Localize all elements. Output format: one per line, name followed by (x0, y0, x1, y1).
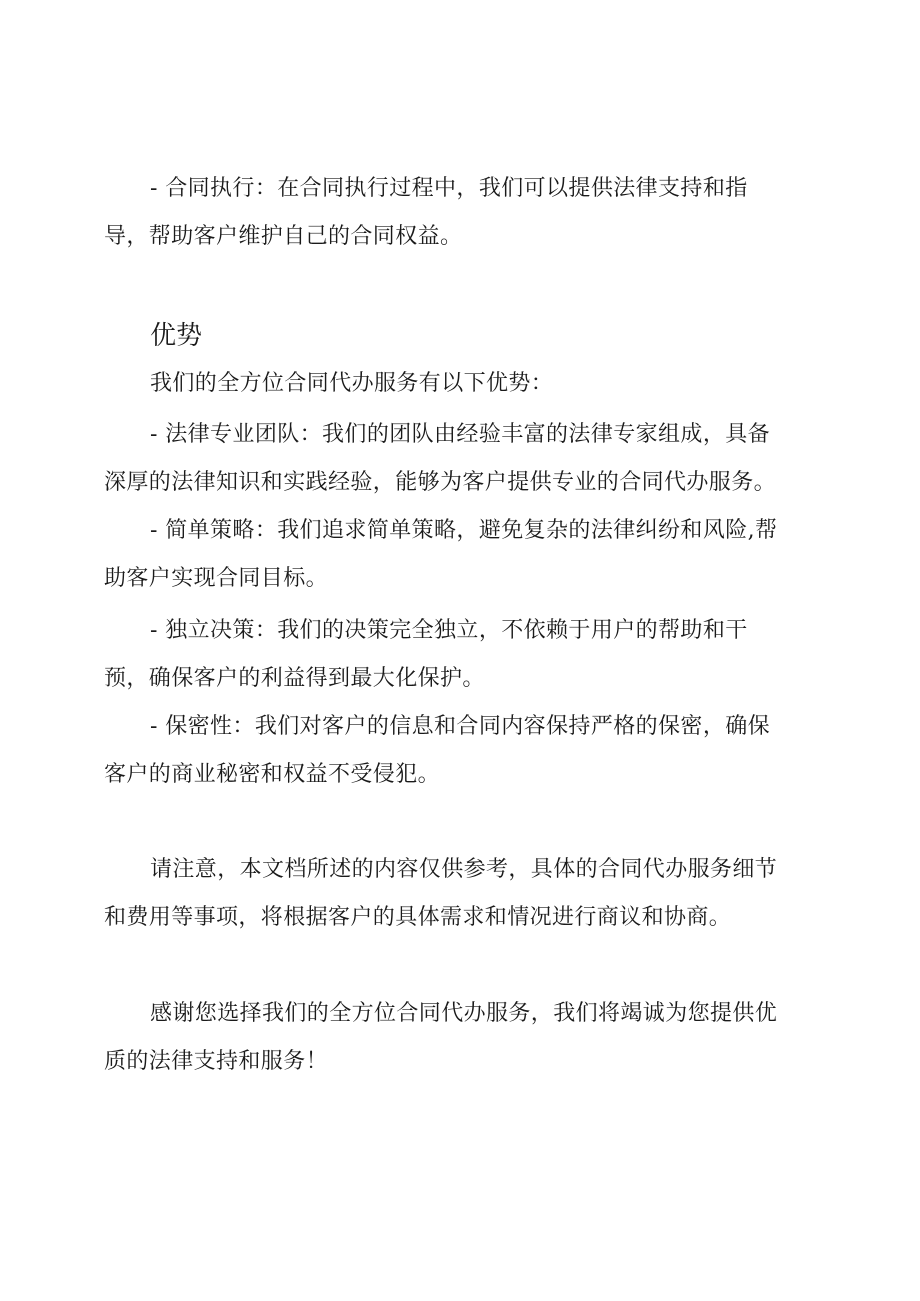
thanks-paragraph (104, 990, 816, 1086)
paragraph-line: - 合同执行：在合同执行过程中，我们可以提供法律支持和指 (150, 176, 748, 201)
paragraph-line: 深厚的法律知识和实践经验，能够为客户提供专业的合同代办服务。 (104, 470, 777, 495)
section-heading-advantages: 优势 (150, 321, 203, 351)
paragraph-line: 请注意，本文档所述的内容仅供参考，具体的合同代办服务细节 (150, 857, 778, 882)
notice-paragraph (104, 846, 816, 942)
paragraph-line: - 独立决策：我们的决策完全独立，不依赖于用户的帮助和干 (150, 618, 748, 643)
paragraph-line: - 保密性：我们对客户的信息和合同内容保持严格的保密，确保 (150, 714, 771, 739)
paragraph-line: - 简单策略：我们追求简单策略，避免复杂的法律纠纷和风险,帮 (150, 518, 778, 543)
paragraph-line: 导，帮助客户维护自己的合同权益。 (104, 224, 463, 249)
paragraph-line: 我们的全方位合同代办服务有以下优势： (150, 371, 554, 396)
paragraph-line: 助客户实现合同目标。 (104, 566, 329, 591)
paragraph-line: 预，确保客户的利益得到最大化保护。 (104, 666, 485, 691)
advantages-intro (104, 360, 816, 408)
paragraph-line: 质的法律支持和服务！ (104, 1049, 329, 1074)
advantage-item-simple-strategy (104, 507, 816, 603)
paragraph-line: 客户的商业秘密和权益不受侵犯。 (104, 762, 441, 787)
advantage-item-independent-decision (104, 607, 816, 703)
paragraph-line: - 法律专业团队：我们的团队由经验丰富的法律专家组成，具备 (150, 422, 771, 447)
paragraph-line: 和费用等事项，将根据客户的具体需求和情况进行商议和协商。 (104, 905, 732, 930)
advantage-item-confidentiality (104, 703, 816, 799)
contract-execution-paragraph (104, 165, 816, 261)
paragraph-line: 感谢您选择我们的全方位合同代办服务，我们将竭诚为您提供优 (150, 1001, 778, 1026)
advantage-item-legal-team (104, 411, 816, 507)
